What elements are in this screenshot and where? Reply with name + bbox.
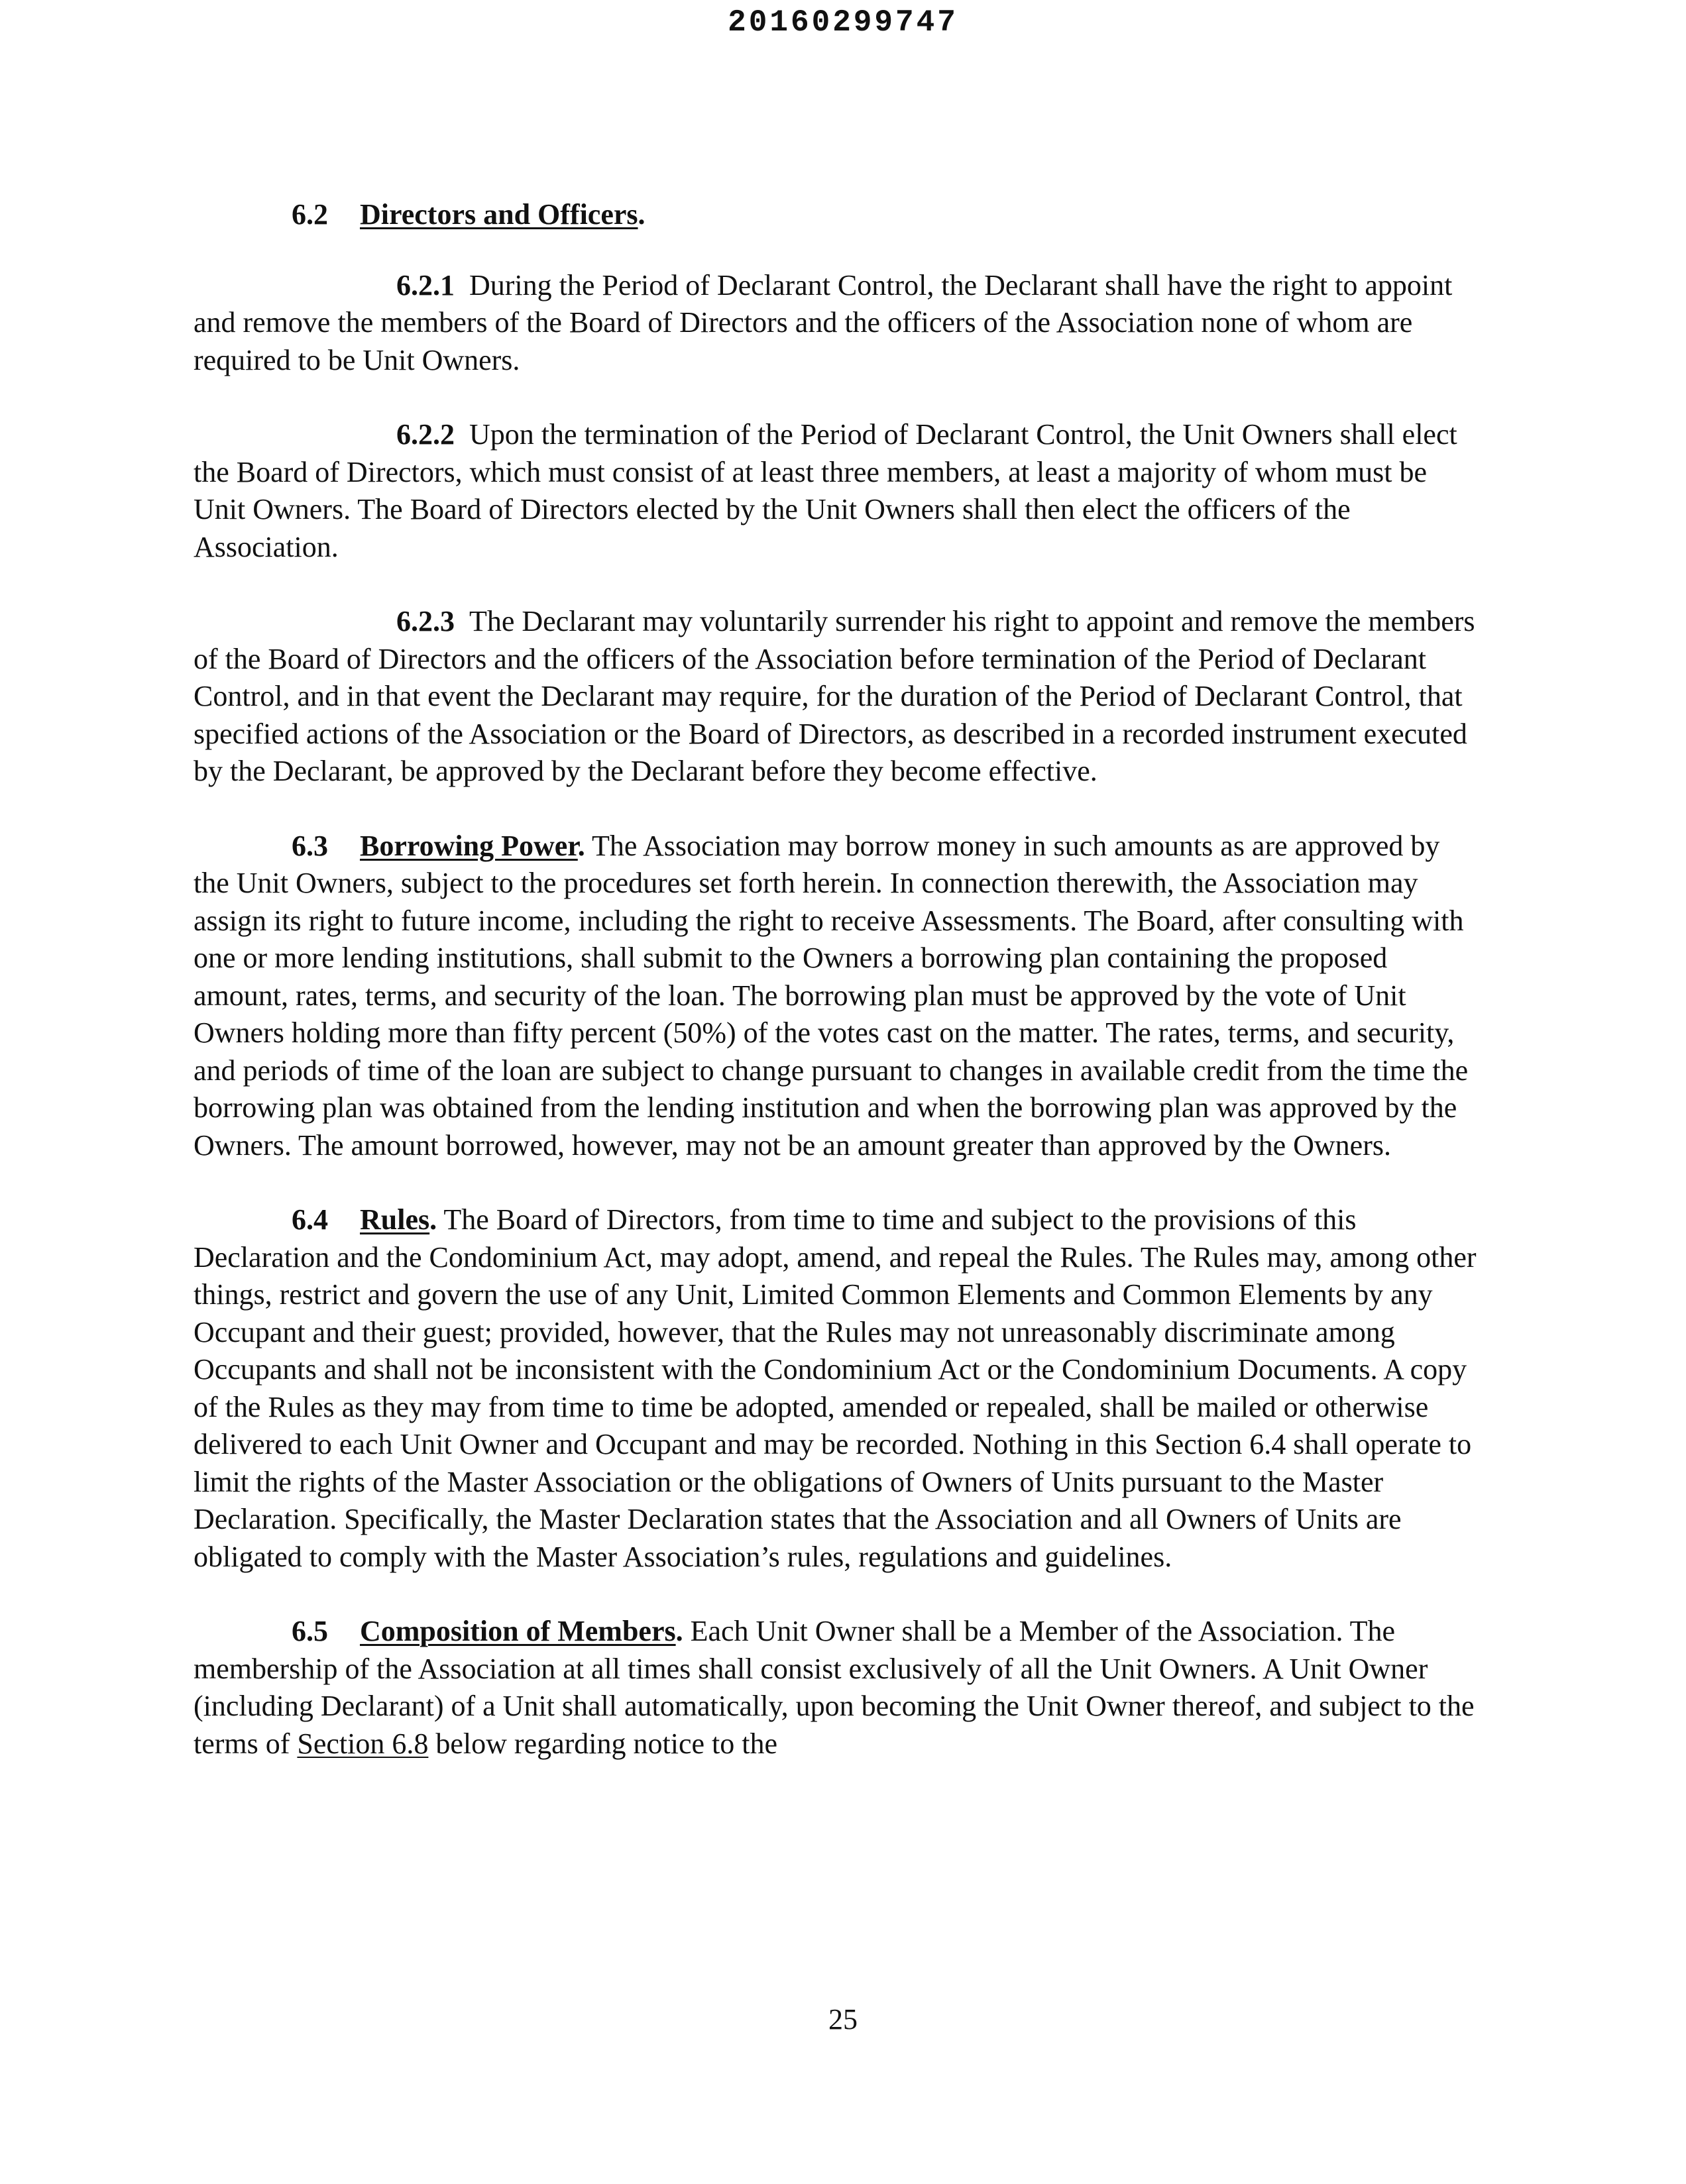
subsection-text: During the Period of Declarant Control, the Declarant shall have the right to appoint and remove the members of the Board of Directors and the officers of the Association none of whom are required to be Unit Owners. — [194, 268, 1453, 376]
section-number: 6.2 — [292, 198, 328, 231]
section-number: 6.4 — [292, 1203, 328, 1236]
subsection-text: The Declarant may voluntarily surrender his right to appoint and remove the members of the Board of Directors and the officers of the Association before termination of the Period of Declarant Control, and in that event the Declarant may require, for the duration of the Period of Declarant Control, that specified actions of the Association or the Board of Directors, as described in a recorded instrument executed by the Declarant, be approved by the Declarant before they become effective. — [194, 605, 1475, 787]
section-text: The Association may borrow money in such amounts as are approved by the Unit Owners, subject to the procedures set forth herein. In connection therewith, the Association may assign its right to future income, including the right to receive Assessments. The Board, after consulting with one or more lending institutions, shall submit to the Owners a borrowing plan containing the proposed amount, rates, terms, and security of the loan. The borrowing plan must be approved by the vote of Unit Owners holding more than fifty percent (50%) of the votes cast on the matter. The rates, terms, and security, and periods of time of the loan are subject to change pursuant to changes in available credit from the time the borrowing plan was obtained from the lending institution and when the borrowing plan was approved by the Owners. The amount borrowed, however, may not be an amount greater than approved by the Owners. — [194, 829, 1469, 1162]
subsection-number: 6.2.2 — [396, 418, 455, 451]
section-title: Rules — [360, 1203, 430, 1236]
section-6-4: 6.4 Rules. The Board of Directors, from time to time and subject to the provisions of this Declaration and the Condominium Act, may adopt, amend, and repeal the Rules. The Rules may, among other things, restrict and govern the use of any Unit, Limited Common Elements and Common Elements by any Occupant and their guest; provided, however, that the Rules may not unreasonably discriminate among Occupants and shall not be inconsistent with the Condominium Act or the Condominium Documents. A copy of the Rules as they may from time to time be adopted, amended or repealed, shall be mailed or otherwise delivered to each Unit Owner and Occupant and may be recorded. Nothing in this Section 6.4 shall operate to limit the rights of the Master Association or the obligations of Owners of Units pursuant to the Master Declaration. Specifically, the Master Declaration states that the Association and all Owners of Units are obligated to comply with the Master Association’s rules, regulations and guidelines. — [194, 1203, 1477, 1573]
subsection-6-2-2 — [194, 416, 1479, 566]
subsection-number: 6.2.1 — [396, 268, 455, 301]
section-text: Each Unit Owner shall be a Member of the Association. The membership of the Association at all times shall consist exclusively of all the Unit Owners. A Unit Owner (including Declarant) of a Unit shall automatically, upon becoming the Unit Owner thereof, and subject to the terms of — [194, 1615, 1475, 1760]
section-6-5: 6.5 Composition of Members. Each Unit Owner shall be a Member of the Association. The membership of the Association at all times shall consist exclusively of all the Unit Owners. A Unit Owner (including Declarant) of a Unit shall automatically, upon becoming the Unit Owner thereof, and subject to the terms of Section 6.8 below regarding notice to the — [194, 1615, 1475, 1760]
section-number: 6.3 — [292, 829, 328, 862]
subsection-text: Upon the termination of the Period of Declarant Control, the Unit Owners shall elect the Board of Directors, which must consist of at least three members, at least a majority of whom must be Unit Owners. The Board of Directors elected by the Unit Owners shall then elect the officers of the Association. — [194, 418, 1457, 563]
section-text: The Board of Directors, from time to time and subject to the provisions of this Declaration and the Condominium Act, may adopt, amend, and repeal the Rules. The Rules may, among other things, restrict and govern the use of any Unit, Limited Common Elements and Common Elements by any Occupant and their guest; provided, however, that the Rules may not unreasonably discriminate among Occupants and shall not be inconsistent with the Condominium Act or the Condominium Documents. A copy of the Rules as they may from time to time be adopted, amended or repealed, shall be mailed or otherwise delivered to each Unit Owner and Occupant and may be recorded. Nothing in this Section 6.4 shall operate to limit the rights of the Master Association or the obligations of Owners of Units pursuant to the Master Declaration. Specifically, the Master Declaration states that the Association and all Owners of Units are obligated to comply with the Master Association’s rules, regulations and guidelines. — [194, 1203, 1477, 1573]
section-6-2-heading: 6.2 Directors and Officers. — [292, 198, 646, 231]
subsection-6-2-3 — [194, 603, 1479, 791]
section-title: Composition of Members — [360, 1615, 676, 1647]
section-6-3: 6.3 Borrowing Power. The Association may borrow money in such amounts as are approved by the Unit Owners, subject to the procedures set forth herein. In connection therewith, the Association may assign its right to future income, including the right to receive Assessments. The Board, after consulting with one or more lending institutions, shall submit to the Owners a borrowing plan containing the proposed amount, rates, terms, and security of the loan. The borrowing plan must be approved by the vote of Unit Owners holding more than fifty percent (50%) of the votes cast on the matter. The rates, terms, and security, and periods of time of the loan are subject to change pursuant to changes in available credit from the time the borrowing plan was obtained from the lending institution and when the borrowing plan was approved by the Owners. The amount borrowed, however, may not be an amount greater than approved by the Owners. — [194, 829, 1469, 1162]
section-number: 6.5 — [292, 1615, 328, 1647]
section-title: Borrowing Power — [360, 829, 578, 862]
document-body — [194, 196, 1479, 1800]
section-reference: Section 6.8 — [297, 1727, 429, 1760]
page-number: 25 — [828, 2003, 858, 2036]
section-text-continued: below regarding notice to the — [435, 1727, 777, 1760]
document-number: 20160299747 — [728, 5, 958, 40]
subsection-6-2-1 — [194, 267, 1479, 380]
section-title: Directors and Officers — [360, 198, 638, 231]
subsection-number: 6.2.3 — [396, 605, 455, 637]
